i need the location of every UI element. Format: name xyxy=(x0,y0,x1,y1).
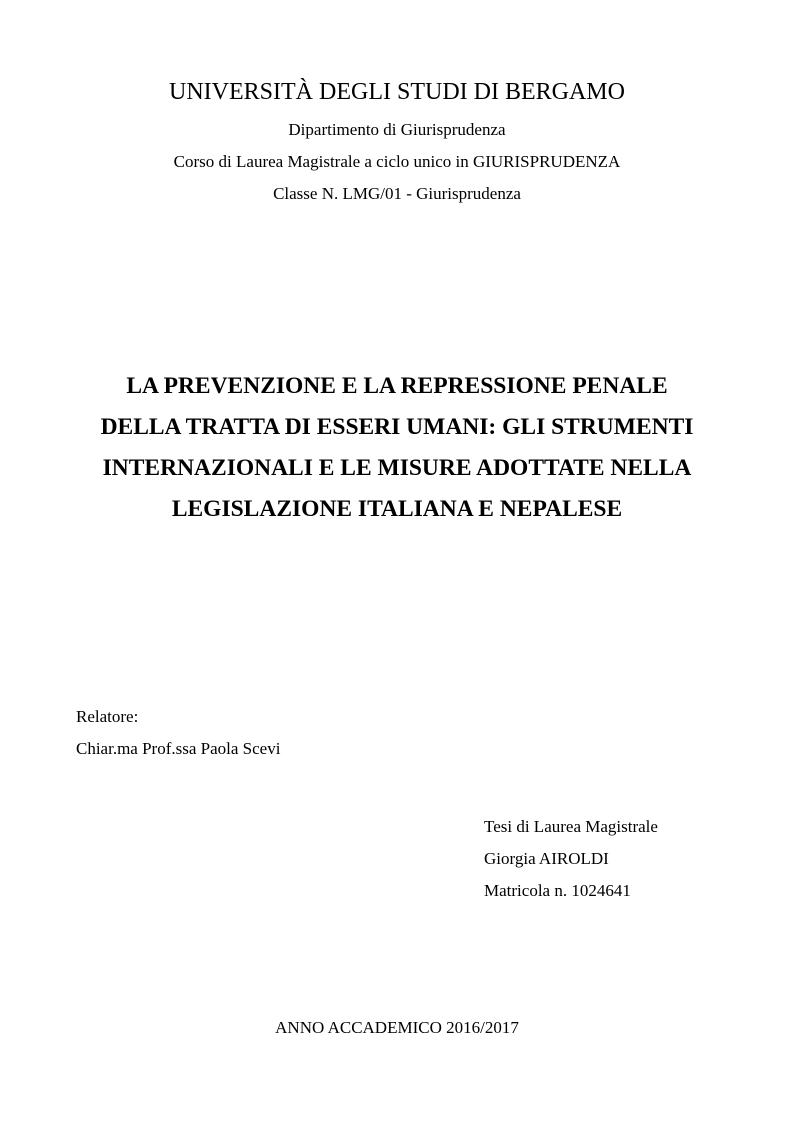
supervisor-block xyxy=(76,701,280,765)
thesis-title-line: DELLA TRATTA DI ESSERI UMANI: GLI STRUMENTI xyxy=(100,414,694,440)
candidate-block xyxy=(484,811,658,907)
supervisor-label: Relatore: xyxy=(76,707,139,726)
thesis-title-line: LEGISLAZIONE ITALIANA E NEPALESE xyxy=(171,496,623,522)
candidate-name: Giorgia AIROLDI xyxy=(484,849,609,868)
department-name: Dipartimento di Giurisprudenza xyxy=(288,120,506,139)
thesis-type: Tesi di Laurea Magistrale xyxy=(484,817,658,836)
course-name: Corso di Laurea Magistrale a ciclo unico in GIURISPRUDENZA xyxy=(173,152,621,171)
thesis-title-line: LA PREVENZIONE E LA REPRESSIONE PENALE xyxy=(126,373,668,399)
thesis-title-line: INTERNAZIONALI E LE MISURE ADOTTATE NELLA xyxy=(102,455,692,481)
thesis-title xyxy=(60,366,734,530)
university-name: UNIVERSITÀ DEGLI STUDI DI BERGAMO xyxy=(169,79,625,105)
academic-year: ANNO ACCADEMICO 2016/2017 xyxy=(275,1018,519,1037)
degree-class: Classe N. LMG/01 - Giurisprudenza xyxy=(273,184,521,203)
supervisor-name: Chiar.ma Prof.ssa Paola Scevi xyxy=(76,739,281,758)
candidate-matricola: Matricola n. 1024641 xyxy=(484,881,631,900)
